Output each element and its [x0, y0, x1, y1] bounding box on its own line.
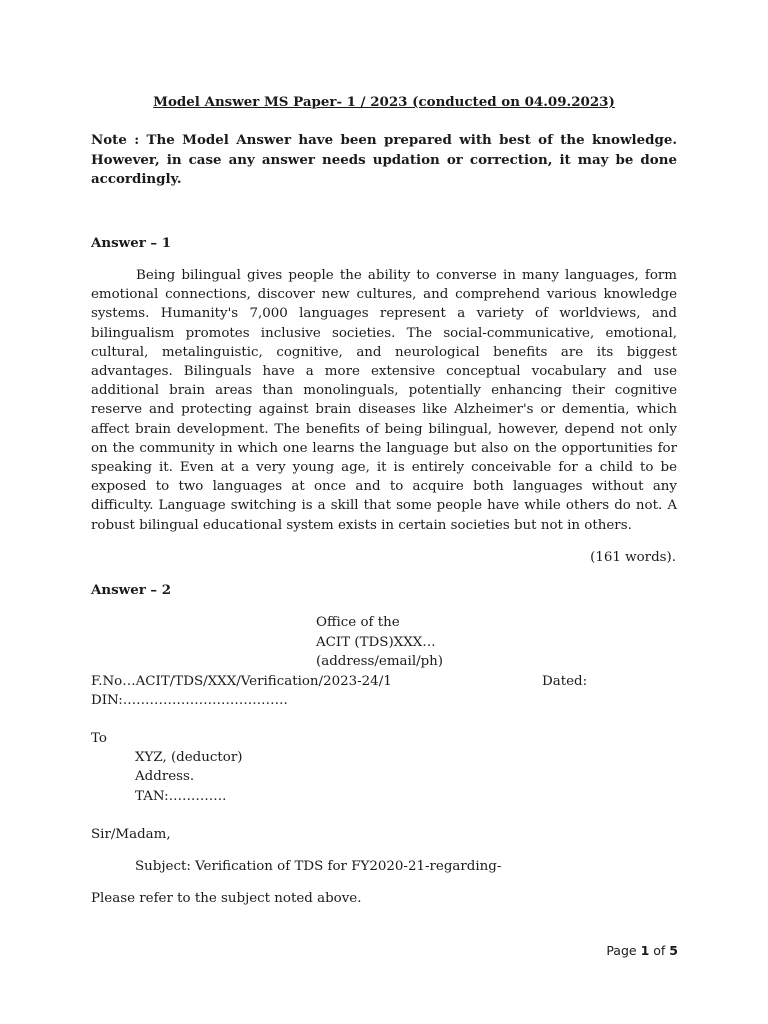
subject-line: Subject: Verification of TDS for FY2020-21-regarding- — [135, 859, 502, 874]
salutation: Sir/Madam, — [91, 827, 171, 842]
letter-body-start: Please refer to the subject noted above. — [91, 891, 362, 906]
note-paragraph: Note : The Model Answer have been prepared with best of the knowledge. However, in case any answer needs updation or correction, it may be done accordingly. — [91, 132, 677, 187]
page-number — [606, 943, 678, 958]
page-label: Page — [606, 943, 637, 958]
file-number: F.No…ACIT/TDS/XXX/Verification/2023-24/1 — [91, 674, 392, 689]
document-title: Model Answer MS Paper- 1 / 2023 (conducted on 04.09.2023) — [153, 94, 615, 110]
answer-1-heading: Answer – 1 — [91, 235, 172, 251]
answer-2-heading: Answer – 2 — [91, 582, 172, 598]
page-of: of — [653, 943, 666, 958]
dated-label: Dated: — [542, 674, 588, 689]
addressee-line-2: Address. — [135, 769, 195, 784]
office-line-1: Office of the — [316, 615, 400, 630]
office-line-3: (address/email/ph) — [316, 654, 444, 669]
office-line-2: ACIT (TDS)XXX… — [316, 635, 436, 650]
din-line: DIN:………………………………. — [91, 693, 288, 708]
addressee-line-3: TAN:…………. — [135, 789, 227, 804]
page-current: 1 — [640, 943, 650, 958]
word-count: (161 words). — [590, 550, 676, 565]
to-label: To — [91, 731, 107, 746]
addressee-line-1: XYZ, (deductor) — [135, 750, 243, 765]
answer-1-body: Being bilingual gives people the ability to converse in many languages, form emotional connections, discover new cultures, and comprehend various knowledge systems. Humanity's 7,000 languages represent a variety of worldviews, and bilingualism promotes inclusive societies. The social-communicative, emotional, cultural, metalinguistic, cognitive, and neurological benefits are its biggest advantages. Bilinguals have a more extensive conceptual vocabulary and use additional brain areas than monolinguals, potentially enhancing their cognitive reserve and protecting against brain diseases like Alzheimer's or dementia, which affect brain development. The benefits of being bilingual, however, depend not only on the community in which one learns the language but also on the opportunities for speaking it. Even at a very young age, it is entirely conceivable for a child to be exposed to two languages at once and to acquire both languages without any difficulty. Language switching is a skill that some people have while others do not. A robust bilingual educational system exists in certain societies but not in others. — [91, 268, 677, 533]
page-total: 5 — [669, 943, 678, 958]
